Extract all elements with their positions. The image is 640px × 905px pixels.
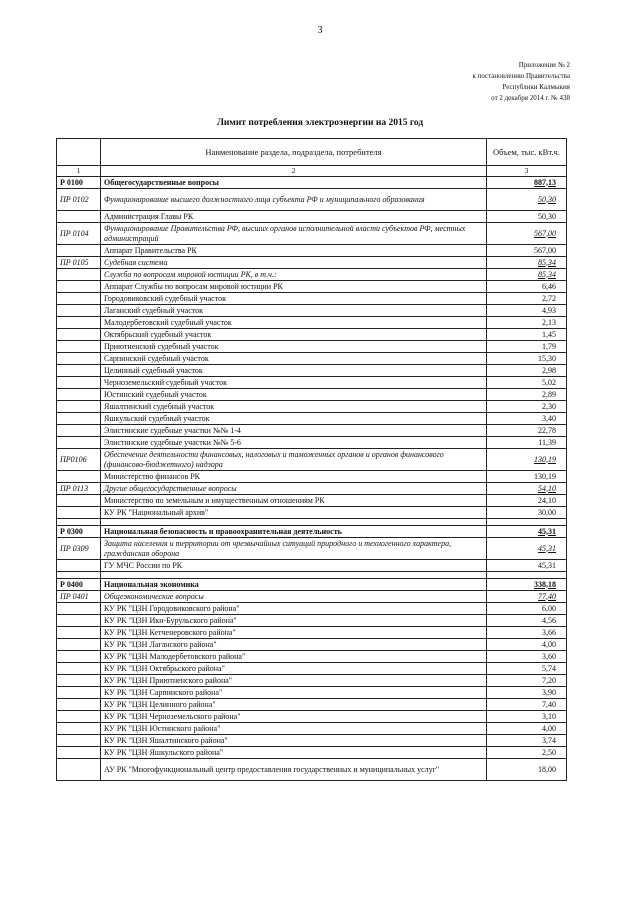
code-cell [57,353,101,365]
subsection-row [57,223,567,245]
spacer-row [57,519,567,526]
subsection-row [57,257,567,269]
table-row [57,341,567,353]
code-cell: ПР 0309 [57,538,101,560]
table-row [57,245,567,257]
volume-cell: 3,90 [487,687,567,699]
volume-cell: 3,40 [487,413,567,425]
volume-cell: 22,78 [487,425,567,437]
name-cell: Лаганский судебный участок [101,305,487,317]
code-cell [57,759,101,781]
table-row [57,377,567,389]
volume-cell: 77,40 [487,591,567,603]
name-cell: Функционирование высшего должностного лица субъекта РФ и муниципального образования [101,189,487,211]
volume-cell: 1,79 [487,341,567,353]
code-cell: ПР0106 [57,449,101,471]
index-cell: 1 [57,166,101,177]
table-row [57,425,567,437]
volume-cell: 887,13 [487,177,567,189]
volume-cell: 130,19 [487,449,567,471]
spacer-cell [57,572,101,579]
table-row [57,699,567,711]
volume-cell: 50,30 [487,189,567,211]
table-row [57,413,567,425]
table-row [57,317,567,329]
subsection-row [57,538,567,560]
volume-cell: 30,00 [487,507,567,519]
name-cell: КУ РК "ЦЗН Октябрьского района" [101,663,487,675]
header-code-cell [57,139,101,166]
volume-cell: 567,00 [487,245,567,257]
table-row [57,495,567,507]
volume-cell: 2,13 [487,317,567,329]
subsection-row [57,591,567,603]
table-row [57,507,567,519]
volume-cell: 2,72 [487,293,567,305]
name-cell: Другие общегосударственные вопросы [101,483,487,495]
volume-cell: 2,50 [487,747,567,759]
header-name-cell: Наименование раздела, подраздела, потребителя [101,139,487,166]
name-cell: Яшкульский судебный участок [101,413,487,425]
volume-cell: 7,40 [487,699,567,711]
code-cell [57,211,101,223]
code-cell: ПР 0401 [57,591,101,603]
name-cell: АУ РК "Многофункциональный центр предоставления государственных и муниципальных услуг" [101,759,487,781]
table-index-row [57,166,567,177]
code-cell: Р 0300 [57,526,101,538]
name-cell: КУ РК "ЦЗН Ики-Бурульского района" [101,615,487,627]
spacer-cell [101,572,487,579]
volume-cell: 5,02 [487,377,567,389]
code-cell: Р 0100 [57,177,101,189]
name-cell: ГУ МЧС России по РК [101,560,487,572]
code-cell [57,365,101,377]
volume-cell: 4,00 [487,723,567,735]
code-cell [57,305,101,317]
volume-cell: 4,00 [487,639,567,651]
code-cell [57,687,101,699]
name-cell: Общеэкономические вопросы [101,591,487,603]
table-row [57,305,567,317]
section-row [57,177,567,189]
name-cell: Функционирование Правительства РФ, высших органов исполнительной власти субъектов РФ, местных администраций [101,223,487,245]
name-cell: Сарпинский судебный участок [101,353,487,365]
code-cell [57,507,101,519]
subsection-row [57,449,567,471]
name-cell: Яшалтинский судебный участок [101,401,487,413]
volume-cell: 3,66 [487,627,567,639]
name-cell: Общегосударственные вопросы [101,177,487,189]
code-cell [57,269,101,281]
name-cell: Аппарат Правительства РК [101,245,487,257]
code-cell [57,735,101,747]
table-row [57,389,567,401]
volume-cell: 6,46 [487,281,567,293]
table-header-row [57,139,567,166]
table-row [57,353,567,365]
page-number: 3 [317,25,323,36]
name-cell: Министерство финансов РК [101,471,487,483]
code-cell [57,711,101,723]
table-row [57,615,567,627]
volume-cell: 45,31 [487,526,567,538]
code-cell [57,425,101,437]
energy-limit-table [56,138,567,781]
code-cell [57,699,101,711]
table-row [57,651,567,663]
code-cell [57,281,101,293]
name-cell: КУ РК "ЦЗН Малодербетовского района" [101,651,487,663]
name-cell: КУ РК "ЦЗН Лаганского района" [101,639,487,651]
name-cell: Целинный судебный участок [101,365,487,377]
name-cell: Аппарат Службы по вопросам мировой юстиции РК [101,281,487,293]
volume-cell: 2,30 [487,401,567,413]
spacer-cell [487,519,567,526]
name-cell: Октябрьский судебный участок [101,329,487,341]
volume-cell: 5,74 [487,663,567,675]
volume-cell: 3,74 [487,735,567,747]
name-cell: КУ РК "ЦЗН Кетченеровского района" [101,627,487,639]
table-row [57,281,567,293]
code-cell [57,401,101,413]
name-cell: Элистинские судебные участки №№ 1-4 [101,425,487,437]
volume-cell: 3,60 [487,651,567,663]
name-cell: КУ РК "ЦЗН Яшалтинского района" [101,735,487,747]
name-cell: Национальная безопасность и правоохранительная деятельность [101,526,487,538]
volume-cell: 4,56 [487,615,567,627]
name-cell: Национальная экономика [101,579,487,591]
section-row [57,579,567,591]
header-volume-cell: Объем, тыс. кВт.ч. [487,139,567,166]
spacer-cell [57,519,101,526]
code-cell [57,341,101,353]
code-cell [57,377,101,389]
table-row [57,437,567,449]
name-cell: КУ РК "ЦЗН Городовиковского района" [101,603,487,615]
table-row [57,401,567,413]
table-row [57,560,567,572]
volume-cell: 6,00 [487,603,567,615]
index-cell: 2 [101,166,487,177]
code-cell [57,651,101,663]
code-cell [57,675,101,687]
code-cell: ПР 0113 [57,483,101,495]
volume-cell: 3,10 [487,711,567,723]
name-cell: КУ РК "ЦЗН Черноземельского района" [101,711,487,723]
code-cell [57,437,101,449]
code-cell [57,663,101,675]
appendix-line: Республики Калмыкия [502,83,570,91]
table-row [57,293,567,305]
volume-cell: 4,93 [487,305,567,317]
volume-cell: 2,89 [487,389,567,401]
table-row [57,723,567,735]
code-cell [57,639,101,651]
name-cell: КУ РК "ЦЗН Сарпинского района" [101,687,487,699]
code-cell [57,389,101,401]
name-cell: Служба по вопросам мировой юстиции РК, в т.ч.: [101,269,487,281]
name-cell: КУ РК "Национальный архив" [101,507,487,519]
table-row [57,627,567,639]
volume-cell: 45,31 [487,538,567,560]
name-cell: Элистинские судебные участки №№ 5-6 [101,437,487,449]
spacer-cell [487,572,567,579]
energy-limit-table-container [56,138,566,781]
name-cell: КУ РК "ЦЗН Целинного района" [101,699,487,711]
volume-cell: 15,30 [487,353,567,365]
subsection-row [57,189,567,211]
volume-cell: 24,10 [487,495,567,507]
volume-cell: 2,98 [487,365,567,377]
code-cell [57,329,101,341]
table-row [57,471,567,483]
name-cell: Министерство по земельным и имущественным отношениям РК [101,495,487,507]
volume-cell: 54,10 [487,483,567,495]
name-cell: КУ РК "ЦЗН Юстинского района" [101,723,487,735]
code-cell [57,471,101,483]
table-row [57,603,567,615]
subsection-row [57,483,567,495]
name-cell: Обеспечение деятельности финансовых, налоговых и таможенных органов и органов финансового (финансово-бюджетного) надзора [101,449,487,471]
code-cell [57,293,101,305]
table-row [57,735,567,747]
spacer-cell [101,519,487,526]
table-row [57,639,567,651]
name-cell: Городовиковский судебный участок [101,293,487,305]
volume-cell: 45,31 [487,560,567,572]
code-cell: ПР 0104 [57,223,101,245]
volume-cell: 1,45 [487,329,567,341]
volume-cell: 18,00 [487,759,567,781]
volume-cell: 7,20 [487,675,567,687]
code-cell [57,560,101,572]
volume-cell: 11,39 [487,437,567,449]
name-cell: Защита населения и территории от чрезвычайных ситуаций природного и техногенного характера, гражданская оборона [101,538,487,560]
table-row [57,687,567,699]
appendix-line: Приложение № 2 [518,61,570,69]
table-row [57,711,567,723]
table-row [57,329,567,341]
name-cell: КУ РК "ЦЗН Приютненского района" [101,675,487,687]
name-cell: Администрация Главы РК [101,211,487,223]
subsection-row [57,269,567,281]
table-row [57,747,567,759]
table-row [57,211,567,223]
code-cell [57,495,101,507]
code-cell [57,603,101,615]
name-cell: КУ РК "ЦЗН Яшкульского района" [101,747,487,759]
code-cell [57,413,101,425]
name-cell: Приютненский судебный участок [101,341,487,353]
volume-cell: 85,34 [487,257,567,269]
table-row [57,365,567,377]
volume-cell: 130,19 [487,471,567,483]
code-cell: Р 0400 [57,579,101,591]
table-row [57,759,567,781]
name-cell: Судебная система [101,257,487,269]
name-cell: Юстинский судебный участок [101,389,487,401]
code-cell [57,723,101,735]
code-cell [57,627,101,639]
name-cell: Малодербетовский судебный участок [101,317,487,329]
code-cell: ПР 0102 [57,189,101,211]
index-cell: 3 [487,166,567,177]
table-row [57,663,567,675]
table-row [57,675,567,687]
name-cell: Черноземельский судебный участок [101,377,487,389]
code-cell [57,747,101,759]
appendix-note [472,60,570,104]
appendix-line: от 2 декабря 2014 г. № 438 [491,94,570,102]
volume-cell: 567,00 [487,223,567,245]
code-cell [57,245,101,257]
volume-cell: 338,18 [487,579,567,591]
code-cell [57,615,101,627]
volume-cell: 85,34 [487,269,567,281]
appendix-line: к постановлению Правительства [472,72,570,80]
code-cell: ПР 0105 [57,257,101,269]
code-cell [57,317,101,329]
section-row [57,526,567,538]
spacer-row [57,572,567,579]
volume-cell: 50,30 [487,211,567,223]
document-title: Лимит потребления электроэнергии на 2015 год [216,118,424,128]
